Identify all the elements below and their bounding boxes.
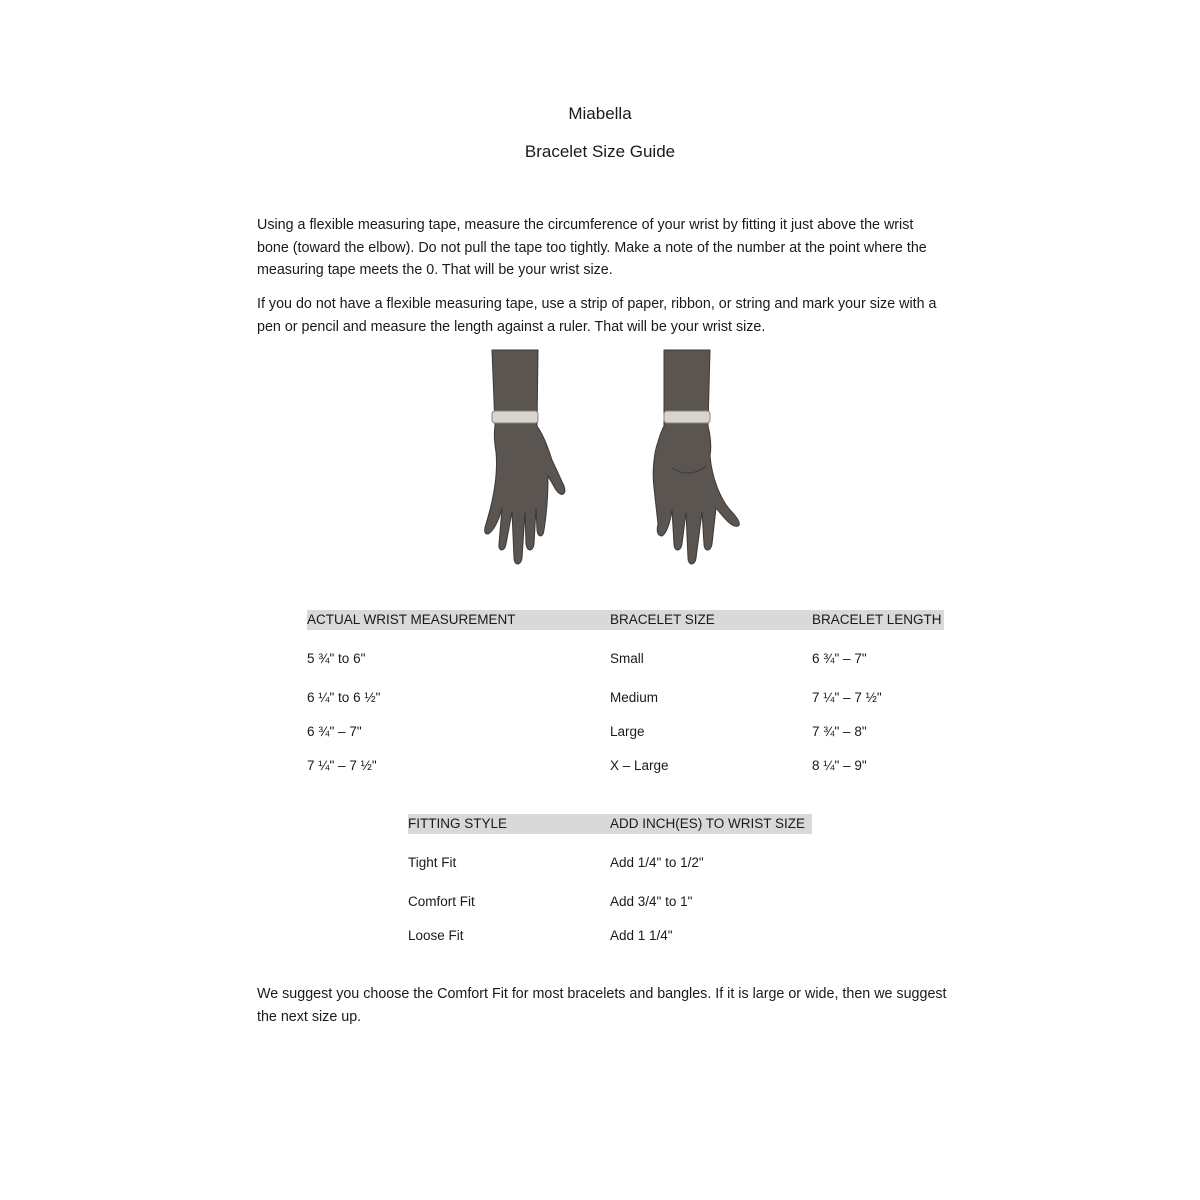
table-cell: Small	[610, 650, 644, 666]
table-row	[408, 918, 812, 952]
left-hand-icon	[485, 350, 565, 564]
table-cell: 7 ¼" – 7 ½"	[812, 689, 882, 705]
table-cell: 7 ¾" – 8"	[812, 723, 867, 739]
table-row	[408, 834, 812, 884]
fitting-style-table	[408, 814, 812, 952]
column-header: BRACELET LENGTH	[812, 610, 944, 630]
table-cell: Large	[610, 723, 645, 739]
table-cell: Loose Fit	[408, 927, 464, 943]
table-header-row	[307, 610, 944, 630]
column-header: FITTING STYLE	[408, 814, 610, 834]
table-cell: 6 ¼" to 6 ½"	[307, 689, 381, 705]
table-cell: Add 1 1/4"	[610, 927, 673, 943]
page-title: Bracelet Size Guide	[524, 142, 676, 161]
table-row	[307, 680, 944, 714]
table-row	[307, 714, 944, 748]
column-header: ADD INCH(ES) TO WRIST SIZE	[610, 814, 812, 834]
table-row	[307, 630, 944, 680]
column-header: BRACELET SIZE	[610, 610, 812, 630]
right-hand-icon	[653, 350, 739, 564]
brand-name: Miabella	[568, 104, 632, 123]
table-cell: Medium	[610, 689, 659, 705]
hands-illustration	[440, 348, 760, 568]
table-cell: 6 ¾" – 7"	[307, 723, 362, 739]
recommendation-paragraph: We suggest you choose the Comfort Fit for most bracelets and bangles. If it is large or wide, then we suggest the next size up.	[257, 986, 947, 1025]
table-cell: 8 ¼" – 9"	[812, 757, 867, 773]
table-cell: Add 1/4" to 1/2"	[610, 854, 704, 870]
table-header-row	[408, 814, 812, 834]
instructions-paragraph: Using a flexible measuring tape, measure the circumference of your wrist by fitting it just above the wrist bone (toward the elbow). Do not pull the tape too tightly. Make a note of the number at the point where the measuring tape meets the 0. That will be your wrist size.	[257, 217, 927, 278]
table-cell: Comfort Fit	[408, 893, 475, 909]
column-header: ACTUAL WRIST MEASUREMENT	[307, 610, 610, 630]
bracelet-size-table	[307, 610, 944, 782]
table-cell: Add 3/4" to 1"	[610, 893, 693, 909]
table-cell: 6 ¾" – 7"	[812, 650, 867, 666]
table-cell: X – Large	[610, 757, 669, 773]
alternative-instructions-paragraph: If you do not have a flexible measuring tape, use a strip of paper, ribbon, or string and mark your size with a pen or pencil and measure the length against a ruler. That will be your wrist size.	[257, 296, 937, 335]
table-cell: Tight Fit	[408, 854, 457, 870]
table-row	[307, 748, 944, 782]
table-cell: 5 ¾" to 6"	[307, 650, 366, 666]
table-cell: 7 ¼" – 7 ½"	[307, 757, 377, 773]
table-row	[408, 884, 812, 918]
